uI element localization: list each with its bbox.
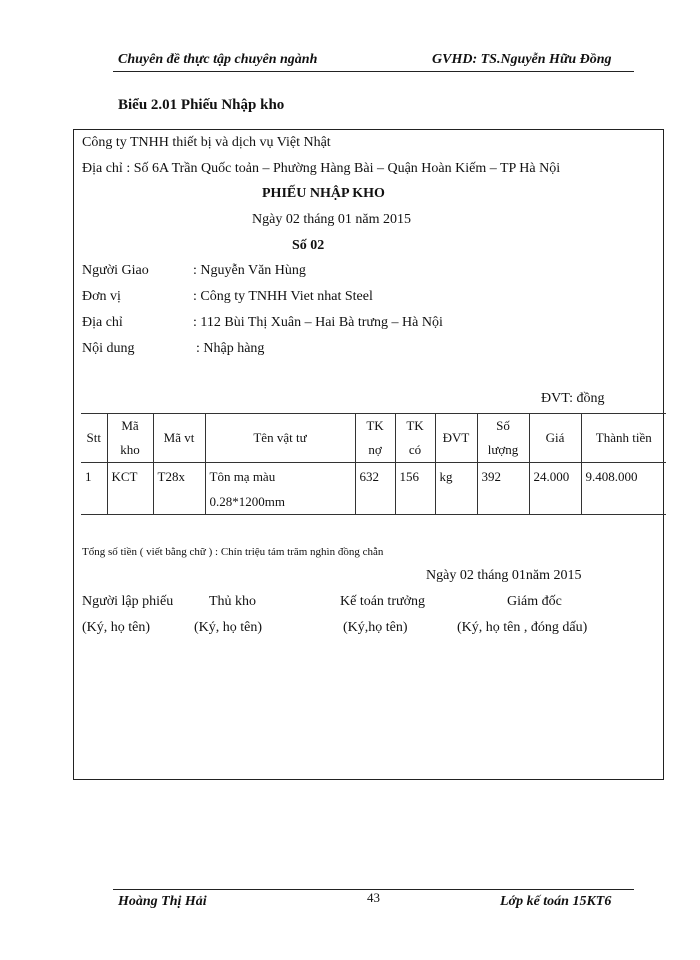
col-header: Mã vt (153, 414, 205, 463)
col-header: TK nợ (355, 414, 395, 463)
signature-role: Người lập phiếu (82, 594, 174, 609)
company-address: Địa chỉ : Số 6A Trần Quốc toản – Phường Hàng Bài – Quận Hoàn Kiếm – TP Hà Nội (82, 161, 561, 176)
unit-note: ĐVT: đồng (541, 391, 605, 406)
signature-note: (Ký, họ tên) (194, 620, 263, 635)
cell-tk-co: 156 (395, 463, 435, 515)
table-row (81, 463, 666, 515)
field-label: Người Giao (82, 263, 149, 278)
field-value: : Nhập hàng (196, 341, 265, 356)
items-table (81, 413, 666, 515)
signature-note: (Ký, họ tên , đóng dấu) (457, 620, 588, 635)
header-right: GVHD: TS.Nguyễn Hữu Đồng (432, 52, 612, 67)
receipt-number: Số 02 (292, 238, 325, 253)
col-header: Stt (81, 414, 107, 463)
field-label: Nội dung (82, 341, 135, 356)
cell-so-luong: 392 (477, 463, 529, 515)
page-number: 43 (367, 890, 380, 905)
section-title: Biểu 2.01 Phiếu Nhập kho (118, 97, 285, 113)
col-header: ĐVT (435, 414, 477, 463)
signature-role: Giám đốc (507, 594, 562, 609)
col-header: Giá (529, 414, 581, 463)
signature-role: Thủ kho (209, 594, 257, 609)
field-value: : 112 Bùi Thị Xuân – Hai Bà trưng – Hà Nội (193, 315, 443, 330)
footer-left: Hoàng Thị Hải (118, 894, 207, 909)
signature-note: (Ký,họ tên) (343, 620, 408, 635)
field-value: : Nguyễn Văn Hùng (193, 263, 306, 278)
company-name: Công ty TNHH thiết bị và dịch vụ Việt Nhật (82, 135, 331, 150)
total-in-words: Tổng số tiền ( viết bằng chữ ) : Chín triệu tám trăm nghìn đồng chẵn (82, 546, 384, 558)
col-header: Mã kho (107, 414, 153, 463)
header-left: Chuyên đề thực tập chuyên ngành (118, 52, 318, 67)
cell-dvt: kg (435, 463, 477, 515)
col-header: Thành tiền (581, 414, 666, 463)
col-header: TK có (395, 414, 435, 463)
cell-stt: 1 (81, 463, 107, 515)
receipt-date: Ngày 02 tháng 01 năm 2015 (252, 212, 412, 227)
signature-role: Kế toán trưởng (340, 594, 425, 609)
sign-date: Ngày 02 tháng 01năm 2015 (426, 568, 582, 583)
cell-ma-kho: KCT (107, 463, 153, 515)
table-header-row (81, 414, 666, 463)
header-rule (113, 71, 634, 72)
cell-gia: 24.000 (529, 463, 581, 515)
footer-right: Lớp kế toán 15KT6 (500, 894, 612, 909)
col-header: Số lượng (477, 414, 529, 463)
cell-tk-no: 632 (355, 463, 395, 515)
field-label: Đơn vị (82, 289, 121, 304)
cell-ten-vat-tu: Tôn mạ màu 0.28*1200mm (205, 463, 355, 515)
field-label: Địa chỉ (82, 315, 123, 330)
receipt-title: PHIẾU NHẬP KHO (262, 186, 385, 201)
cell-ma-vt: T28x (153, 463, 205, 515)
signature-note: (Ký, họ tên) (82, 620, 151, 635)
col-header: Tên vật tư (205, 414, 355, 463)
field-value: : Công ty TNHH Viet nhat Steel (193, 289, 373, 304)
cell-thanh-tien: 9.408.000 (581, 463, 666, 515)
